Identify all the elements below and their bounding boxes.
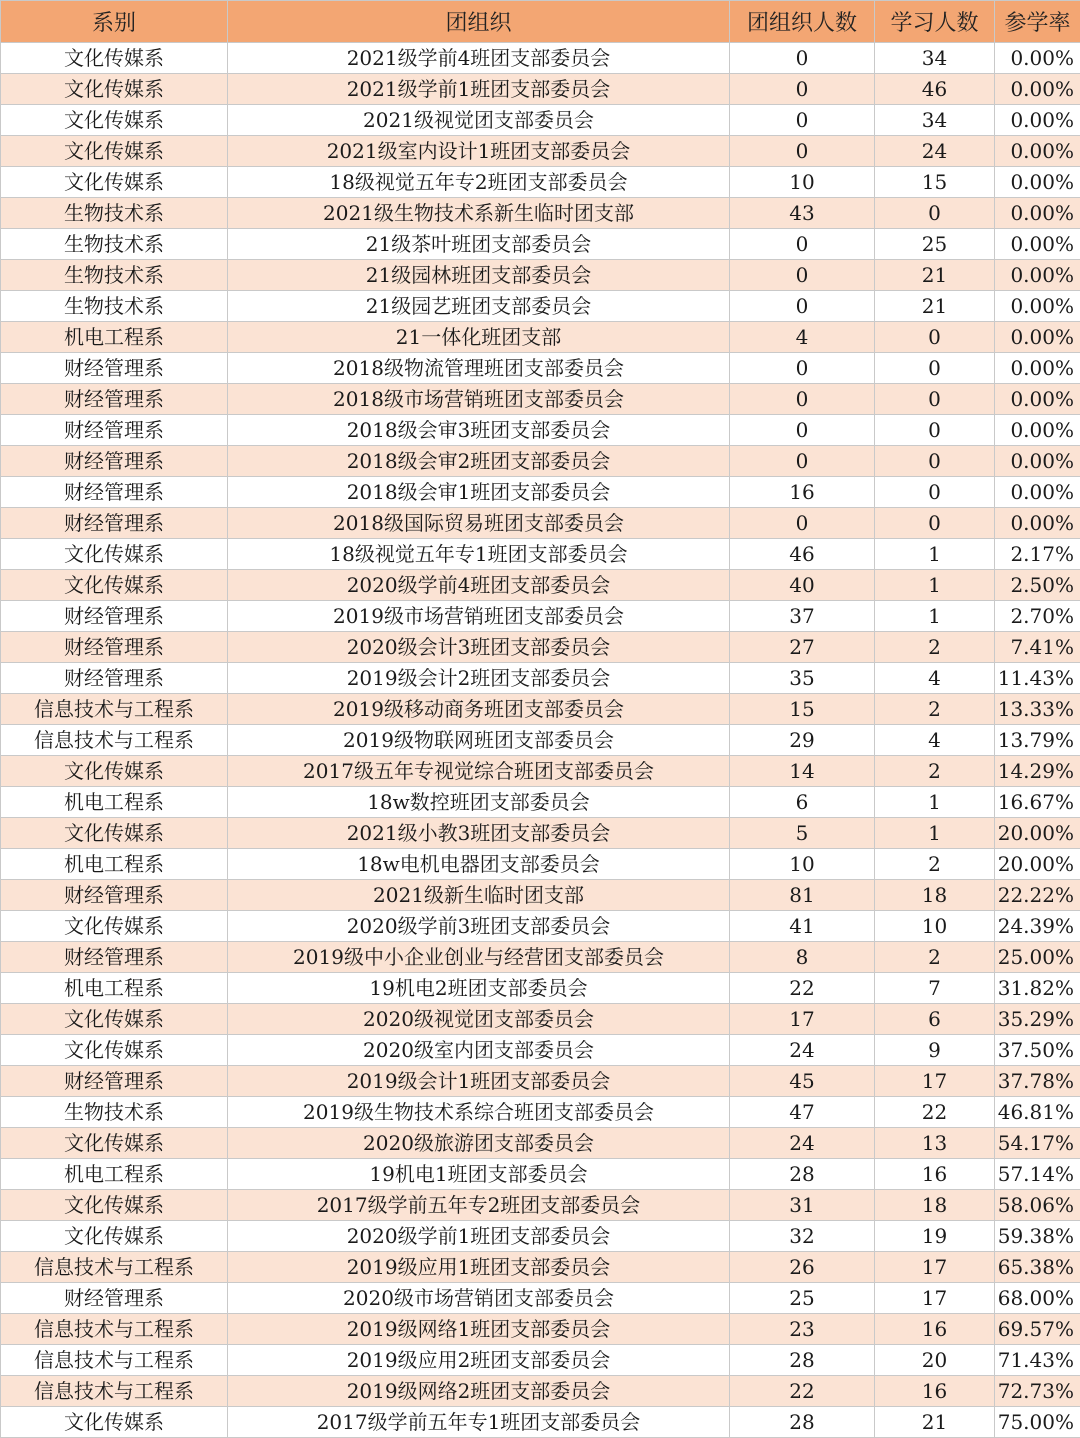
table-row (1, 539, 1080, 570)
member-count-cell: 43 (730, 198, 875, 229)
participation-rate-cell: 20.00% (995, 818, 1080, 849)
participation-rate-cell: 0.00% (995, 446, 1080, 477)
member-count-cell: 0 (730, 43, 875, 74)
department-cell: 文化传媒系 (1, 136, 228, 167)
member-count-cell: 23 (730, 1314, 875, 1345)
participation-rate-cell: 0.00% (995, 353, 1080, 384)
table-row (1, 756, 1080, 787)
member-count-cell: 6 (730, 787, 875, 818)
department-cell: 财经管理系 (1, 353, 228, 384)
learner-count-cell: 2 (875, 694, 995, 725)
table-row (1, 1407, 1080, 1438)
organization-cell: 21一体化班团支部 (228, 322, 730, 353)
table-row (1, 477, 1080, 508)
department-cell: 文化传媒系 (1, 911, 228, 942)
organization-cell: 18w电机电器团支部委员会 (228, 849, 730, 880)
participation-rate-cell: 57.14% (995, 1159, 1080, 1190)
department-cell: 文化传媒系 (1, 756, 228, 787)
department-cell: 文化传媒系 (1, 105, 228, 136)
table-row (1, 198, 1080, 229)
department-cell: 文化传媒系 (1, 1221, 228, 1252)
member-count-cell: 14 (730, 756, 875, 787)
department-cell: 财经管理系 (1, 415, 228, 446)
member-count-cell: 27 (730, 632, 875, 663)
organization-cell: 2018级会审3班团支部委员会 (228, 415, 730, 446)
department-cell: 机电工程系 (1, 973, 228, 1004)
department-cell: 财经管理系 (1, 384, 228, 415)
participation-rate-cell: 0.00% (995, 477, 1080, 508)
learner-count-cell: 0 (875, 477, 995, 508)
learner-count-cell: 17 (875, 1252, 995, 1283)
member-count-cell: 29 (730, 725, 875, 756)
member-count-cell: 22 (730, 1376, 875, 1407)
learner-count-cell: 19 (875, 1221, 995, 1252)
learner-count-cell: 18 (875, 1190, 995, 1221)
participation-rate-cell: 16.67% (995, 787, 1080, 818)
learner-count-cell: 1 (875, 818, 995, 849)
participation-rate-cell: 0.00% (995, 384, 1080, 415)
participation-rate-cell: 0.00% (995, 322, 1080, 353)
organization-cell: 2019级应用2班团支部委员会 (228, 1345, 730, 1376)
department-cell: 文化传媒系 (1, 818, 228, 849)
organization-cell: 2021级小教3班团支部委员会 (228, 818, 730, 849)
learner-count-cell: 0 (875, 415, 995, 446)
table-row (1, 818, 1080, 849)
department-cell: 文化传媒系 (1, 43, 228, 74)
member-count-cell: 40 (730, 570, 875, 601)
participation-rate-cell: 0.00% (995, 291, 1080, 322)
table-row (1, 1345, 1080, 1376)
member-count-cell: 31 (730, 1190, 875, 1221)
column-header-learner-count: 学习人数 (875, 1, 995, 43)
participation-rate-cell: 0.00% (995, 260, 1080, 291)
participation-rate-cell: 59.38% (995, 1221, 1080, 1252)
organization-cell: 2021级生物技术系新生临时团支部 (228, 198, 730, 229)
member-count-cell: 0 (730, 415, 875, 446)
organization-cell: 2019级生物技术系综合班团支部委员会 (228, 1097, 730, 1128)
organization-cell: 2018级物流管理班团支部委员会 (228, 353, 730, 384)
table-row (1, 1035, 1080, 1066)
member-count-cell: 28 (730, 1407, 875, 1438)
table-row (1, 632, 1080, 663)
participation-rate-cell: 13.79% (995, 725, 1080, 756)
participation-rate-cell: 0.00% (995, 508, 1080, 539)
department-cell: 财经管理系 (1, 942, 228, 973)
member-count-cell: 10 (730, 167, 875, 198)
learner-count-cell: 6 (875, 1004, 995, 1035)
department-cell: 机电工程系 (1, 322, 228, 353)
table-row (1, 663, 1080, 694)
department-cell: 信息技术与工程系 (1, 1314, 228, 1345)
participation-rate-cell: 0.00% (995, 105, 1080, 136)
learner-count-cell: 21 (875, 291, 995, 322)
member-count-cell: 0 (730, 105, 875, 136)
table-row (1, 787, 1080, 818)
learner-count-cell: 0 (875, 353, 995, 384)
learner-count-cell: 0 (875, 508, 995, 539)
learner-count-cell: 34 (875, 43, 995, 74)
department-cell: 信息技术与工程系 (1, 1252, 228, 1283)
organization-cell: 2021级学前4班团支部委员会 (228, 43, 730, 74)
member-count-cell: 32 (730, 1221, 875, 1252)
organization-cell: 2019级市场营销班团支部委员会 (228, 601, 730, 632)
member-count-cell: 0 (730, 353, 875, 384)
department-cell: 财经管理系 (1, 880, 228, 911)
table-row (1, 1128, 1080, 1159)
learner-count-cell: 1 (875, 601, 995, 632)
table-row (1, 415, 1080, 446)
department-cell: 生物技术系 (1, 260, 228, 291)
learner-count-cell: 16 (875, 1314, 995, 1345)
member-count-cell: 28 (730, 1345, 875, 1376)
table-row (1, 260, 1080, 291)
department-cell: 机电工程系 (1, 849, 228, 880)
department-cell: 文化传媒系 (1, 1004, 228, 1035)
department-cell: 文化传媒系 (1, 167, 228, 198)
participation-rate-cell: 68.00% (995, 1283, 1080, 1314)
column-header-participation-rate: 参学率 (995, 1, 1080, 43)
organization-cell: 2019级网络1班团支部委员会 (228, 1314, 730, 1345)
organization-cell: 2020级室内团支部委员会 (228, 1035, 730, 1066)
department-cell: 财经管理系 (1, 446, 228, 477)
organization-cell: 18级视觉五年专2班团支部委员会 (228, 167, 730, 198)
member-count-cell: 35 (730, 663, 875, 694)
learner-count-cell: 17 (875, 1283, 995, 1314)
learner-count-cell: 2 (875, 942, 995, 973)
learner-count-cell: 10 (875, 911, 995, 942)
department-cell: 文化传媒系 (1, 1128, 228, 1159)
table-row (1, 43, 1080, 74)
member-count-cell: 25 (730, 1283, 875, 1314)
department-cell: 财经管理系 (1, 1066, 228, 1097)
column-header-organization: 团组织 (228, 1, 730, 43)
participation-rate-cell: 24.39% (995, 911, 1080, 942)
participation-rate-cell: 0.00% (995, 198, 1080, 229)
member-count-cell: 0 (730, 136, 875, 167)
learner-count-cell: 17 (875, 1066, 995, 1097)
organization-cell: 2019级应用1班团支部委员会 (228, 1252, 730, 1283)
table-row (1, 167, 1080, 198)
participation-rate-cell: 65.38% (995, 1252, 1080, 1283)
column-header-member-count: 团组织人数 (730, 1, 875, 43)
participation-rate-cell: 69.57% (995, 1314, 1080, 1345)
department-cell: 生物技术系 (1, 291, 228, 322)
table-row (1, 1314, 1080, 1345)
participation-rate-cell: 2.50% (995, 570, 1080, 601)
participation-rate-cell: 35.29% (995, 1004, 1080, 1035)
department-cell: 财经管理系 (1, 601, 228, 632)
participation-rate-cell: 0.00% (995, 43, 1080, 74)
participation-rate-cell: 22.22% (995, 880, 1080, 911)
participation-rate-cell: 37.50% (995, 1035, 1080, 1066)
learner-count-cell: 1 (875, 570, 995, 601)
learner-count-cell: 2 (875, 849, 995, 880)
organization-cell: 2019级会计2班团支部委员会 (228, 663, 730, 694)
table-row (1, 1221, 1080, 1252)
table-row (1, 973, 1080, 1004)
member-count-cell: 46 (730, 539, 875, 570)
participation-rate-cell: 71.43% (995, 1345, 1080, 1376)
department-cell: 机电工程系 (1, 1159, 228, 1190)
participation-rate-cell: 75.00% (995, 1407, 1080, 1438)
participation-rate-cell: 54.17% (995, 1128, 1080, 1159)
table-row (1, 508, 1080, 539)
member-count-cell: 24 (730, 1035, 875, 1066)
participation-rate-cell: 0.00% (995, 136, 1080, 167)
department-cell: 财经管理系 (1, 508, 228, 539)
member-count-cell: 81 (730, 880, 875, 911)
table-row (1, 136, 1080, 167)
table-row (1, 1159, 1080, 1190)
table-row (1, 880, 1080, 911)
participation-rate-cell: 0.00% (995, 415, 1080, 446)
participation-rate-cell: 0.00% (995, 167, 1080, 198)
member-count-cell: 0 (730, 291, 875, 322)
department-cell: 机电工程系 (1, 787, 228, 818)
organization-cell: 21级园林班团支部委员会 (228, 260, 730, 291)
learner-count-cell: 0 (875, 322, 995, 353)
learner-count-cell: 15 (875, 167, 995, 198)
member-count-cell: 41 (730, 911, 875, 942)
organization-cell: 2021级新生临时团支部 (228, 880, 730, 911)
table-row (1, 322, 1080, 353)
table-row (1, 1283, 1080, 1314)
participation-rate-cell: 11.43% (995, 663, 1080, 694)
participation-rate-cell: 31.82% (995, 973, 1080, 1004)
member-count-cell: 0 (730, 229, 875, 260)
learner-count-cell: 18 (875, 880, 995, 911)
organization-cell: 21级茶叶班团支部委员会 (228, 229, 730, 260)
table-row (1, 849, 1080, 880)
table-row (1, 291, 1080, 322)
organization-cell: 21级园艺班团支部委员会 (228, 291, 730, 322)
organization-cell: 2020级视觉团支部委员会 (228, 1004, 730, 1035)
table-row (1, 74, 1080, 105)
organization-cell: 2021级视觉团支部委员会 (228, 105, 730, 136)
department-cell: 生物技术系 (1, 1097, 228, 1128)
table-row (1, 1004, 1080, 1035)
organization-cell: 2018级国际贸易班团支部委员会 (228, 508, 730, 539)
organization-cell: 2018级市场营销班团支部委员会 (228, 384, 730, 415)
table-row (1, 446, 1080, 477)
organization-cell: 2020级学前1班团支部委员会 (228, 1221, 730, 1252)
member-count-cell: 0 (730, 74, 875, 105)
member-count-cell: 0 (730, 508, 875, 539)
organization-cell: 2021级学前1班团支部委员会 (228, 74, 730, 105)
learner-count-cell: 22 (875, 1097, 995, 1128)
department-cell: 文化传媒系 (1, 1035, 228, 1066)
learner-count-cell: 21 (875, 260, 995, 291)
organization-cell: 18级视觉五年专1班团支部委员会 (228, 539, 730, 570)
learner-count-cell: 2 (875, 632, 995, 663)
member-count-cell: 17 (730, 1004, 875, 1035)
table-row (1, 570, 1080, 601)
participation-rate-cell: 37.78% (995, 1066, 1080, 1097)
member-count-cell: 4 (730, 322, 875, 353)
organization-cell: 2019级中小企业创业与经营团支部委员会 (228, 942, 730, 973)
member-count-cell: 26 (730, 1252, 875, 1283)
member-count-cell: 0 (730, 384, 875, 415)
table-row (1, 353, 1080, 384)
learner-count-cell: 25 (875, 229, 995, 260)
learner-count-cell: 0 (875, 446, 995, 477)
participation-rate-cell: 13.33% (995, 694, 1080, 725)
organization-cell: 2020级市场营销团支部委员会 (228, 1283, 730, 1314)
participation-rate-cell: 2.17% (995, 539, 1080, 570)
organization-cell: 2017级学前五年专2班团支部委员会 (228, 1190, 730, 1221)
organization-cell: 2019级移动商务班团支部委员会 (228, 694, 730, 725)
participation-rate-cell: 46.81% (995, 1097, 1080, 1128)
participation-rate-cell: 72.73% (995, 1376, 1080, 1407)
member-count-cell: 16 (730, 477, 875, 508)
department-cell: 文化传媒系 (1, 570, 228, 601)
table-row (1, 1252, 1080, 1283)
learner-count-cell: 4 (875, 663, 995, 694)
learner-count-cell: 1 (875, 539, 995, 570)
participation-rate-cell: 58.06% (995, 1190, 1080, 1221)
department-cell: 财经管理系 (1, 663, 228, 694)
department-cell: 文化传媒系 (1, 1190, 228, 1221)
learner-count-cell: 21 (875, 1407, 995, 1438)
department-cell: 财经管理系 (1, 477, 228, 508)
organization-cell: 19机电1班团支部委员会 (228, 1159, 730, 1190)
department-cell: 生物技术系 (1, 229, 228, 260)
table-row (1, 384, 1080, 415)
learner-count-cell: 7 (875, 973, 995, 1004)
department-cell: 信息技术与工程系 (1, 725, 228, 756)
member-count-cell: 0 (730, 446, 875, 477)
table-row (1, 1190, 1080, 1221)
organization-cell: 2018级会审1班团支部委员会 (228, 477, 730, 508)
table-row (1, 1097, 1080, 1128)
table-row (1, 694, 1080, 725)
learner-count-cell: 20 (875, 1345, 995, 1376)
organization-cell: 2021级室内设计1班团支部委员会 (228, 136, 730, 167)
member-count-cell: 5 (730, 818, 875, 849)
participation-rate-cell: 20.00% (995, 849, 1080, 880)
member-count-cell: 28 (730, 1159, 875, 1190)
department-cell: 生物技术系 (1, 198, 228, 229)
learner-count-cell: 24 (875, 136, 995, 167)
department-cell: 财经管理系 (1, 1283, 228, 1314)
organization-cell: 2020级旅游团支部委员会 (228, 1128, 730, 1159)
organization-cell: 2018级会审2班团支部委员会 (228, 446, 730, 477)
learner-count-cell: 2 (875, 756, 995, 787)
department-cell: 文化传媒系 (1, 1407, 228, 1438)
department-cell: 信息技术与工程系 (1, 1345, 228, 1376)
member-count-cell: 24 (730, 1128, 875, 1159)
department-cell: 信息技术与工程系 (1, 694, 228, 725)
learner-count-cell: 13 (875, 1128, 995, 1159)
member-count-cell: 15 (730, 694, 875, 725)
department-cell: 文化传媒系 (1, 74, 228, 105)
organization-cell: 2017级学前五年专1班团支部委员会 (228, 1407, 730, 1438)
table-row (1, 229, 1080, 260)
learner-count-cell: 34 (875, 105, 995, 136)
participation-rate-cell: 2.70% (995, 601, 1080, 632)
learner-count-cell: 0 (875, 384, 995, 415)
learner-count-cell: 46 (875, 74, 995, 105)
organization-cell: 2020级会计3班团支部委员会 (228, 632, 730, 663)
table-row (1, 725, 1080, 756)
participation-rate-cell: 7.41% (995, 632, 1080, 663)
organization-cell: 2020级学前4班团支部委员会 (228, 570, 730, 601)
learner-count-cell: 9 (875, 1035, 995, 1066)
member-count-cell: 47 (730, 1097, 875, 1128)
organization-cell: 2019级网络2班团支部委员会 (228, 1376, 730, 1407)
department-cell: 文化传媒系 (1, 539, 228, 570)
learner-count-cell: 4 (875, 725, 995, 756)
organization-cell: 2020级学前3班团支部委员会 (228, 911, 730, 942)
organization-cell: 18w数控班团支部委员会 (228, 787, 730, 818)
learner-count-cell: 1 (875, 787, 995, 818)
organization-cell: 19机电2班团支部委员会 (228, 973, 730, 1004)
table-row (1, 1376, 1080, 1407)
table-body (1, 43, 1080, 1438)
table-row (1, 1066, 1080, 1097)
member-count-cell: 22 (730, 973, 875, 1004)
learner-count-cell: 16 (875, 1376, 995, 1407)
table-row (1, 105, 1080, 136)
learner-count-cell: 16 (875, 1159, 995, 1190)
member-count-cell: 37 (730, 601, 875, 632)
organization-cell: 2019级会计1班团支部委员会 (228, 1066, 730, 1097)
member-count-cell: 45 (730, 1066, 875, 1097)
participation-rate-cell: 25.00% (995, 942, 1080, 973)
department-cell: 信息技术与工程系 (1, 1376, 228, 1407)
department-cell: 财经管理系 (1, 632, 228, 663)
participation-rate-cell: 0.00% (995, 74, 1080, 105)
organization-cell: 2017级五年专视觉综合班团支部委员会 (228, 756, 730, 787)
member-count-cell: 0 (730, 260, 875, 291)
organization-cell: 2019级物联网班团支部委员会 (228, 725, 730, 756)
table-row (1, 942, 1080, 973)
participation-rate-cell: 14.29% (995, 756, 1080, 787)
learner-count-cell: 0 (875, 198, 995, 229)
member-count-cell: 8 (730, 942, 875, 973)
member-count-cell: 10 (730, 849, 875, 880)
participation-rate-cell: 0.00% (995, 229, 1080, 260)
column-header-department: 系别 (1, 1, 228, 43)
header-row (1, 1, 1080, 43)
table-row (1, 601, 1080, 632)
table-row (1, 911, 1080, 942)
